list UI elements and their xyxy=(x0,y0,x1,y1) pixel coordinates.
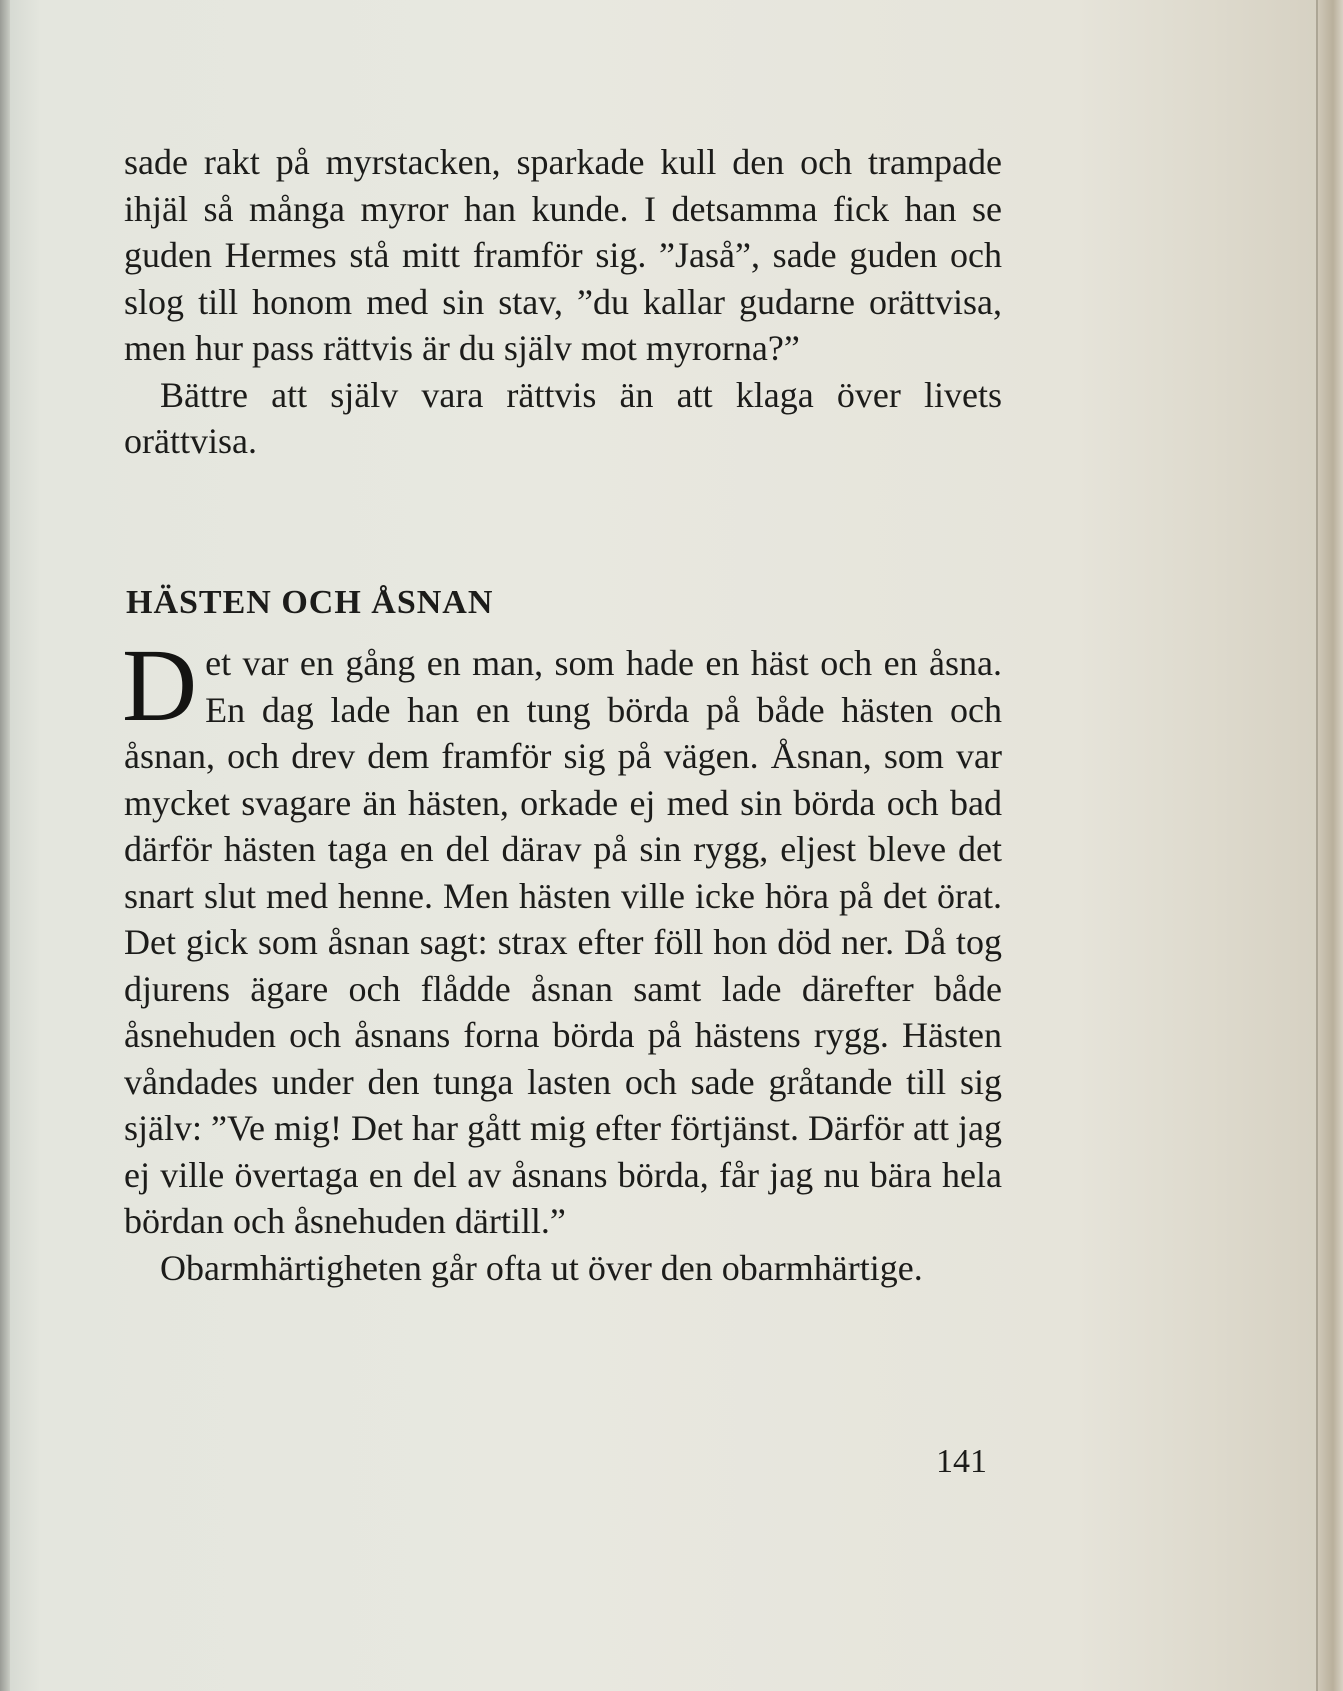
page-number: 141 xyxy=(936,1443,987,1480)
fable-title: HÄSTEN OCH ÅSNAN xyxy=(126,584,494,621)
previous-fable-ending xyxy=(124,139,1002,465)
paragraph-text: et var en gång en man, som hade en häst och en åsna. En dag lade han en tung börda på både hästen och åsnan, och drev dem framför sig på vägen. Åsnan, som var mycket svagare än hästen, orkade ej med sin börda och bad därför hästen taga en del därav på sin rygg, eljest bleve det snart slut med henne. Men hästen ville icke höra på det örat. Det gick som åsnan sagt: strax efter föll hon död ner. Då tog djurens ägare och flådde åsnan samt lade därefter både åsnehuden och åsnans forna börda på hästens rygg. Hästen våndades under den tunga lasten och sade gråtande till sig själv: ”Ve mig! Det har gått mig efter förtjänst. Därför att jag ej ville övertaga en del av åsnans börda, får jag nu bära hela bördan och åsnehuden därtill.” xyxy=(124,643,1002,1241)
moral-paragraph: Bättre att själv vara rättvis än att klaga över livets orättvisa. xyxy=(124,374,1002,461)
paragraph: sade rakt på myrstacken, sparkade kull den och trampade ihjäl så många myror han kunde. I detsamma fick han se guden Hermes stå mitt framför sig. ”Jaså”, sade guden och slog till honom med sin stav, ”du kallar gudarne orättvisa, men hur pass rättvis är du själv mot myrorna?” xyxy=(124,142,1002,368)
drop-cap: D xyxy=(122,628,198,743)
paragraph xyxy=(122,628,1002,1245)
fable-body xyxy=(122,628,1002,1291)
page-edge xyxy=(1318,0,1343,1691)
binding-shadow xyxy=(0,0,10,1691)
moral-paragraph: Obarmhärtigheten går ofta ut över den obarmhärtige. xyxy=(160,1247,923,1288)
